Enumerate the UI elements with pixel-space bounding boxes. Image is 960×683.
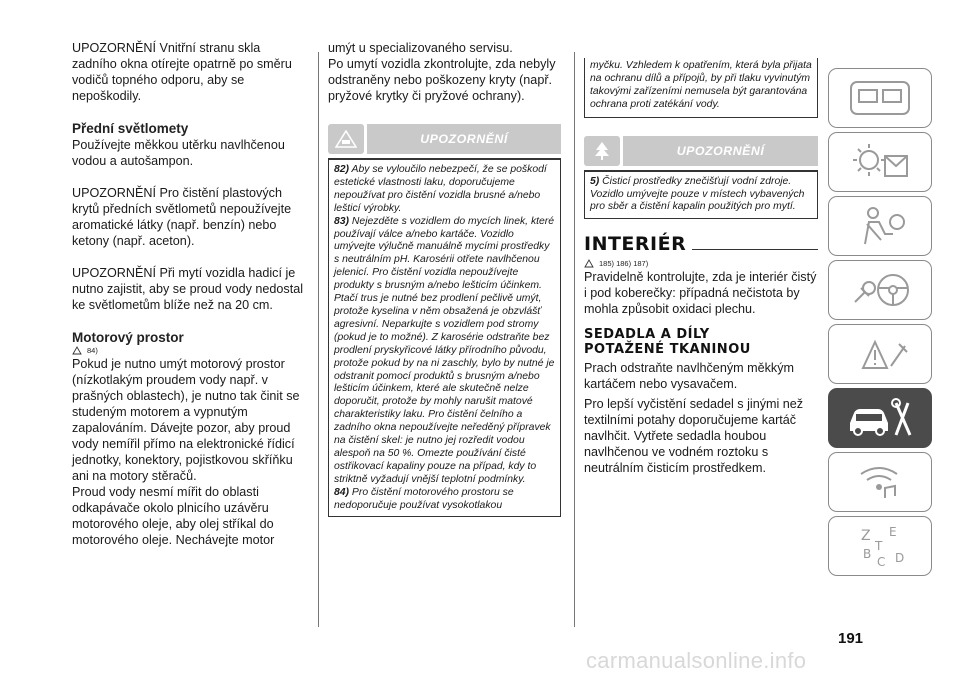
svg-text:E: E — [889, 525, 897, 539]
warning-header — [328, 122, 561, 156]
column-divider — [574, 52, 575, 627]
environment-badge — [584, 136, 620, 166]
warning-paragraph-plastic-covers: UPOZORNĚNÍ Pro čistění plastových krytů předních světlometů nepoužívejte aromatické látky (např. benzín) nebo ketony (např. aceton). — [72, 186, 292, 248]
multimedia-icon — [845, 460, 915, 504]
tab-starting-driving[interactable] — [828, 260, 932, 320]
tree-icon — [592, 141, 612, 161]
warning-hand-icon — [72, 346, 82, 355]
maintenance-icon — [842, 395, 918, 441]
warning-notes-box — [328, 158, 561, 517]
paragraph-seats-cleaning: Pro lepší vyčistění sedadel s jinými než textilními potahy doporučujeme kartáč navlhčit. Vytřete sedadla houbou navlhčenou ve vodném roztoku s neutrálním čisticím prostředkem. — [584, 397, 804, 476]
warning-lights-icon — [845, 140, 915, 184]
paragraph-front-lights: Používejte měkkou utěrku navlhčenou vodou a autošampon. — [72, 138, 285, 168]
note-82: 82) Aby se vyloučilo nebezpečí, že se poškodí estetické vlastnosti laku, doporučujeme nepoužívat pro čistění vozidla brusné a/nebo lešticí výrobky. — [334, 164, 547, 214]
warning-hand-icon — [584, 259, 594, 268]
environment-note-box — [584, 170, 818, 220]
svg-text:Z: Z — [861, 528, 871, 544]
engine-ref-line — [72, 346, 304, 355]
paragraph-specialized-service: umýt u specializovaného servisu. — [328, 41, 513, 55]
heading-front-lights: Přední světlomety — [72, 121, 189, 136]
column-1 — [72, 40, 304, 564]
tab-warning-lights[interactable] — [828, 132, 932, 192]
heading-rule — [692, 249, 818, 250]
warning-title: UPOZORNĚNÍ — [367, 124, 561, 154]
paragraph-engine-wash: Pokud je nutno umýt motorový prostor (nízkotlakým proudem vody např. v prašných oblastech), je nutno tak činit se studeným motorem a vypnutým zapalováním. Dávejte pozor, aby proud vody nemířil přímo na elektronické řídicí jednotky, konektory, pojistkovou skříňku ani na motory stěračů. — [72, 357, 300, 483]
warning-paragraph-rear-window: UPOZORNĚNÍ Vnitřní stranu skla zadního okna otírejte opatrně po směru vodičů topného odporu, aby se nepoškodily. — [72, 41, 292, 103]
paragraph-interior: Pravidelně kontrolujte, zda je interiér čistý i pod koberečky: případná nečistota by mohla způsobit oxidaci plechu. — [584, 270, 817, 317]
svg-text:C: C — [877, 555, 886, 569]
note-83: 83) Nejezděte s vozidlem do mycích linek, které používají válce a/nebo kartáče. Vozidlo umývejte výlučně manuálně mycími prostředky s neutrálním pH. Karosérii otřete navlhčenou jelenicí. Pro čistění vozidla nepoužívejte produkty s brusným a/nebo lešticím účinkem. Ptačí trus je nutné bez prodlení pečlivě umýt, protože kyselina v něm obsažená je obzvlášť agresivní. Neparkujte s vozidlem pod stromy (pokud je to možné). Z karosérie odstraňte bez prodlení pryskyřicové látky přírodního původu, protože pokud by na ni zaschly, bylo by nutné je odstranit pomocí produktů s brusným a/nebo lešticím účinkem, které ale skutečně nelze doporučit, protože by mohly narušit matové charakteristiky laku. Pro čistění čelního a zadního okna nepoužívejte neředěný přípravek na čistění skel: je nutno jej rozředit vodou alespoň na 50 %. Omezte používání čisté ostřikovací kapaliny pouze na případ, kdy to striktně vyžadují vnější teplotní podmínky. — [334, 215, 555, 485]
environment-warning-title: UPOZORNĚNÍ — [623, 136, 818, 166]
tab-dashboard[interactable] — [828, 68, 932, 128]
paragraph-seats-dust: Prach odstraňte navlhčeným měkkým kartáčem nebo vysavačem. — [584, 361, 794, 392]
heading-interior: INTERIÉR — [584, 233, 818, 255]
note-84: 84) Pro čistění motorového prostoru se nedoporučuje používat vysokotlakou — [334, 486, 514, 511]
car-warning-badge — [328, 124, 364, 154]
tab-maintenance[interactable] — [828, 388, 932, 448]
starting-driving-icon — [845, 268, 915, 312]
svg-text:D: D — [895, 551, 905, 565]
emergency-icon — [845, 332, 915, 376]
safety-airbag-icon — [845, 204, 915, 248]
interior-references: 185) 186) 187) — [599, 259, 649, 269]
column-3 — [584, 58, 818, 492]
tab-multimedia[interactable] — [828, 452, 932, 512]
interior-ref-line — [584, 259, 818, 268]
heading-seats: SEDADLA A DÍLY POTAŽENÉ TKANINOU — [584, 327, 751, 358]
engine-reference: 84) — [87, 346, 98, 355]
svg-text:T: T — [875, 539, 883, 553]
svg-text:B: B — [863, 547, 872, 561]
paragraph-check-covers: Po umytí vozidla zkontrolujte, zda nebyly odstraněny nebo poškozeny kryty (např. pryžové krytky či pryžové ochrany). — [328, 57, 556, 103]
heading-engine-compartment: Motorový prostor — [72, 330, 184, 345]
watermark: carmanualsonline.info — [586, 648, 807, 673]
car-warning-icon — [335, 130, 357, 148]
environment-warning-header — [584, 134, 818, 168]
tab-emergency[interactable] — [828, 324, 932, 384]
tab-safety[interactable] — [828, 196, 932, 256]
paragraph-engine-oil: Proud vody nesmí mířit do oblasti odkapávače okolo plnicího uzávěru motorového oleje, aby olej stříkal do motorového oleje. Nechávejte motor — [72, 485, 275, 547]
tab-index[interactable] — [828, 516, 932, 576]
note-5: 5) Čisticí prostředky znečišťují vodní zdroje. Vozidlo umývejte pouze v místech vybavených pro sběr a čistění kapalin použitých pro mytí. — [590, 175, 805, 213]
page-number: 191 — [838, 630, 864, 647]
warning-paragraph-hose-washing: UPOZORNĚNÍ Při mytí vozidla hadicí je nutno zajistit, aby se proud vody nedostal ke světlometům blíže než na 20 cm. — [72, 266, 304, 312]
chapter-tabs — [828, 68, 936, 580]
dashboard-icon — [845, 76, 915, 120]
note-84-continued: myčku. Vzhledem k opatřením, která byla přijata na ochranu dílů a přípojů, by při tlaku vyvinutým takovými zařízeními nemusela být garantována ochrana proti zatékání vody. — [584, 58, 818, 118]
column-2 — [328, 40, 561, 517]
column-divider — [318, 52, 319, 627]
index-icon — [845, 522, 915, 570]
